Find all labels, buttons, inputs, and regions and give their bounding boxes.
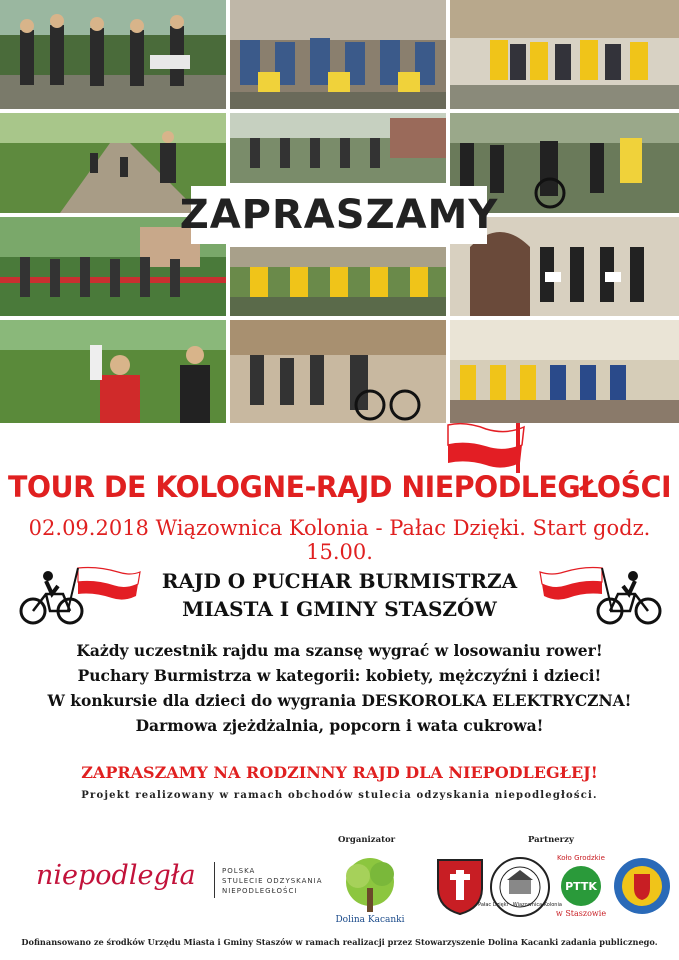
cyclist-with-flag-icon-right — [538, 566, 663, 626]
organizer-label: Organizator — [338, 835, 396, 845]
pttk-text: PTTK — [565, 880, 597, 893]
photo-large-group — [230, 0, 446, 109]
project-note: Projekt realizowany w ramach obchodów stulecia odzyskania niepodległości. — [81, 790, 598, 801]
cup-heading-line2: MIASTA I GMINY STASZÓW — [182, 597, 497, 621]
niepodlegla-logo: niepodległa — [36, 860, 196, 891]
photo-group-with-bikes — [0, 0, 226, 109]
funding-footer: Dofinansowano ze środków Urzędu Miasta i Gminy Staszów w ramach realizacji przez Stowarzyszenie Dolina Kacanki zadania publicznego. — [21, 937, 658, 947]
banner-text: ZAPRASZAMY — [179, 192, 499, 238]
event-date-location: 02.09.2018 Wiązownica Kolonia - Pałac Dzięki. Start godz. 15.00. — [28, 516, 651, 564]
info-line: Darmowa zjeżdżalnia, popcorn i wata cukrowa! — [135, 716, 544, 735]
niepodlegla-sub3: NIEPODLEGŁOŚCI — [222, 887, 298, 895]
main-title: TOUR DE KOLOGNE-RAJD NIEPODLEGŁOŚCI — [7, 470, 672, 504]
palace-logo-text: Pałac Dzięki · Wiązownica Kolonia — [478, 902, 562, 908]
banner-zapraszamy — [179, 186, 499, 244]
info-line: Puchary Burmistrza w kategorii: kobiety, mężczyźni i dzieci! — [77, 666, 602, 685]
pttk-logo — [553, 852, 609, 920]
logo-divider — [214, 862, 215, 898]
info-list — [0, 638, 679, 738]
niepodlegla-sub2: STULECIE ODZYSKANIA — [222, 877, 323, 885]
partners-label: Partnerzy — [528, 835, 574, 845]
cup-heading-line1: RAJD O PUCHAR BURMISTRZA — [161, 569, 518, 593]
info-line: W konkursie dla dzieci do wygrania DESKOROLKA ELEKTRYCZNA! — [47, 691, 632, 710]
palace-dzieki-logo — [478, 856, 562, 918]
dolina-kacanki-logo — [332, 848, 408, 926]
niepodlegla-subtitle — [222, 866, 323, 896]
photo-group-yellow-shirts — [450, 0, 679, 109]
info-line: Każdy uczestnik rajdu ma szansę wygrać w losowaniu rower! — [76, 641, 603, 660]
partner-emblem-icon — [612, 856, 672, 916]
photo-group-yellow-crowd — [230, 247, 446, 316]
pttk-top-text: Koło Grodzkie — [557, 854, 605, 862]
invite-text: ZAPRASZAMY NA RODZINNY RAJD DLA NIEPODLEGŁEJ! — [81, 763, 598, 782]
polish-flag-icon — [446, 423, 526, 473]
niepodlegla-sub1: POLSKA — [222, 867, 256, 875]
organizer-name: Dolina Kacanki — [335, 915, 405, 925]
pttk-bottom-text: w Staszowie — [555, 909, 607, 918]
photo-woman-with-cup — [0, 320, 226, 423]
photo-kids-with-bikes — [230, 320, 446, 423]
photo-collage — [0, 0, 679, 425]
photo-crowd-with-diplomas — [450, 320, 679, 423]
photo-cyclists-street — [230, 113, 446, 183]
